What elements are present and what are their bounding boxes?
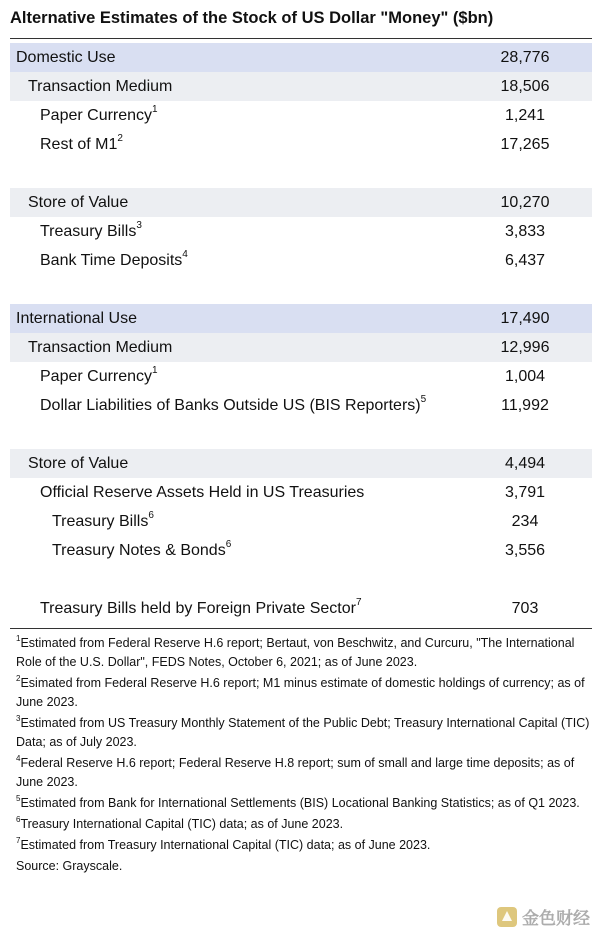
source-note: Source: Grayscale. xyxy=(16,859,123,873)
row-label: Treasury Bills$^6$ xyxy=(52,509,154,530)
table-title: Alternative Estimates of the Stock of US Dollar "Money" ($bn) xyxy=(10,9,494,27)
footnote-marker: 7 xyxy=(355,596,362,608)
jinse-logo-icon xyxy=(496,906,518,928)
footnote: $^5$Estimated from Bank for International Settlements (BIS) Locational Banking Statistics; as of Q1 2023. xyxy=(16,793,580,810)
row-value: 10,270 xyxy=(500,194,550,211)
footnote-marker: 6 xyxy=(148,509,154,521)
row-label: Official Reserve Assets Held in US Treasuries xyxy=(40,484,365,501)
footnote: $^7$Estimated from Treasury International Capital (TIC) data; as of June 2023. xyxy=(16,835,431,852)
row-value: 6,437 xyxy=(504,252,546,269)
row-label: Transaction Medium xyxy=(28,78,173,95)
row-value: 12,996 xyxy=(500,339,550,356)
table-row xyxy=(10,101,592,130)
row-label: Paper Currency$^1$ xyxy=(40,364,158,385)
row-value: 1,241 xyxy=(504,107,546,124)
watermark xyxy=(496,904,590,929)
table-row-store-of-value xyxy=(10,449,592,478)
table-row-international-use xyxy=(10,304,592,333)
footnote: $^6$Treasury International Capital (TIC) data; as of June 2023. xyxy=(16,814,344,831)
footnote-marker: 3 xyxy=(136,219,142,231)
table-row-transaction-medium xyxy=(10,333,592,362)
watermark-text: 金色财经 xyxy=(522,909,590,928)
row-value: 1,004 xyxy=(504,368,546,385)
row-label: Treasury Bills held by Foreign Private Sector$^7$ xyxy=(40,596,362,617)
row-value: 17,265 xyxy=(500,136,550,153)
row-value: 17,490 xyxy=(500,310,550,327)
table-row xyxy=(10,362,592,391)
footnote: $^1$Estimated from Federal Reserve H.6 report; Bertaut, von Beschwitz, and Curcuru, "The International Role of the U.S. Dollar", FEDS Notes, October 6, 2021; as of June 2023. xyxy=(16,633,575,669)
table-row xyxy=(10,217,592,246)
table-row xyxy=(10,478,592,507)
spacer-row xyxy=(10,275,592,304)
spacer-row xyxy=(10,565,592,594)
row-label: Paper Currency$^1$ xyxy=(40,103,158,124)
row-value: 3,833 xyxy=(504,223,546,240)
row-value: 3,556 xyxy=(504,542,546,559)
row-value: 11,992 xyxy=(501,397,549,414)
table-row-store-of-value xyxy=(10,188,592,217)
footnote: $^2$Esimated from Federal Reserve H.6 report; M1 minus estimate of domestic holdings of currency; as of June 2023. xyxy=(16,673,585,709)
row-label: Bank Time Deposits$^4$ xyxy=(40,248,188,269)
row-label: Rest of $M1^2$ xyxy=(40,132,123,153)
table-row xyxy=(10,130,592,159)
footnote-marker: 1 xyxy=(152,103,158,115)
footnote-marker: 4 xyxy=(182,248,188,260)
money-stock-table xyxy=(10,43,592,623)
row-value: 18,506 xyxy=(500,78,550,95)
row-label: International Use xyxy=(16,310,137,327)
row-label: Store of Value xyxy=(28,455,129,472)
row-value: 703 xyxy=(511,600,539,617)
row-label: Domestic Use xyxy=(16,49,116,66)
title-divider xyxy=(10,38,592,39)
footnote-marker: 6 xyxy=(225,538,232,550)
spacer-row xyxy=(10,420,592,449)
footnotes xyxy=(16,634,590,878)
footnote-marker: 2 xyxy=(117,132,123,144)
row-value: 3,791 xyxy=(504,484,546,501)
table-row-domestic-use xyxy=(10,43,592,72)
table-row xyxy=(10,507,592,536)
row-value: 28,776 xyxy=(500,49,550,66)
footnote-marker: 5 xyxy=(420,393,427,405)
footnote-marker: 1 xyxy=(152,364,158,376)
table-row xyxy=(10,246,592,275)
row-label: Treasury Notes & Bonds$^6$ xyxy=(52,538,232,559)
footnote: $^4$Federal Reserve H.6 report; Federal Reserve H.8 report; sum of small and large time deposits; as of June 2023. xyxy=(16,753,575,789)
row-label: Treasury Bills$^3$ xyxy=(40,219,142,240)
row-label: Transaction Medium xyxy=(28,339,173,356)
table-row-transaction-medium xyxy=(10,72,592,101)
table-divider xyxy=(10,628,592,629)
table-row xyxy=(10,536,592,565)
footnote: $^3$Estimated from US Treasury Monthly Statement of the Public Debt; Treasury International Capital (TIC) Data; as of July 2023. xyxy=(16,713,590,749)
table-row xyxy=(10,594,592,623)
row-value: 4,494 xyxy=(504,455,546,472)
table-row xyxy=(10,391,592,420)
row-label: Dollar Liabilities of Banks Outside US (BIS Reporters)$^5$ xyxy=(40,393,427,414)
spacer-row xyxy=(10,159,592,188)
row-value: 234 xyxy=(511,513,539,530)
row-label: Store of Value xyxy=(28,194,129,211)
